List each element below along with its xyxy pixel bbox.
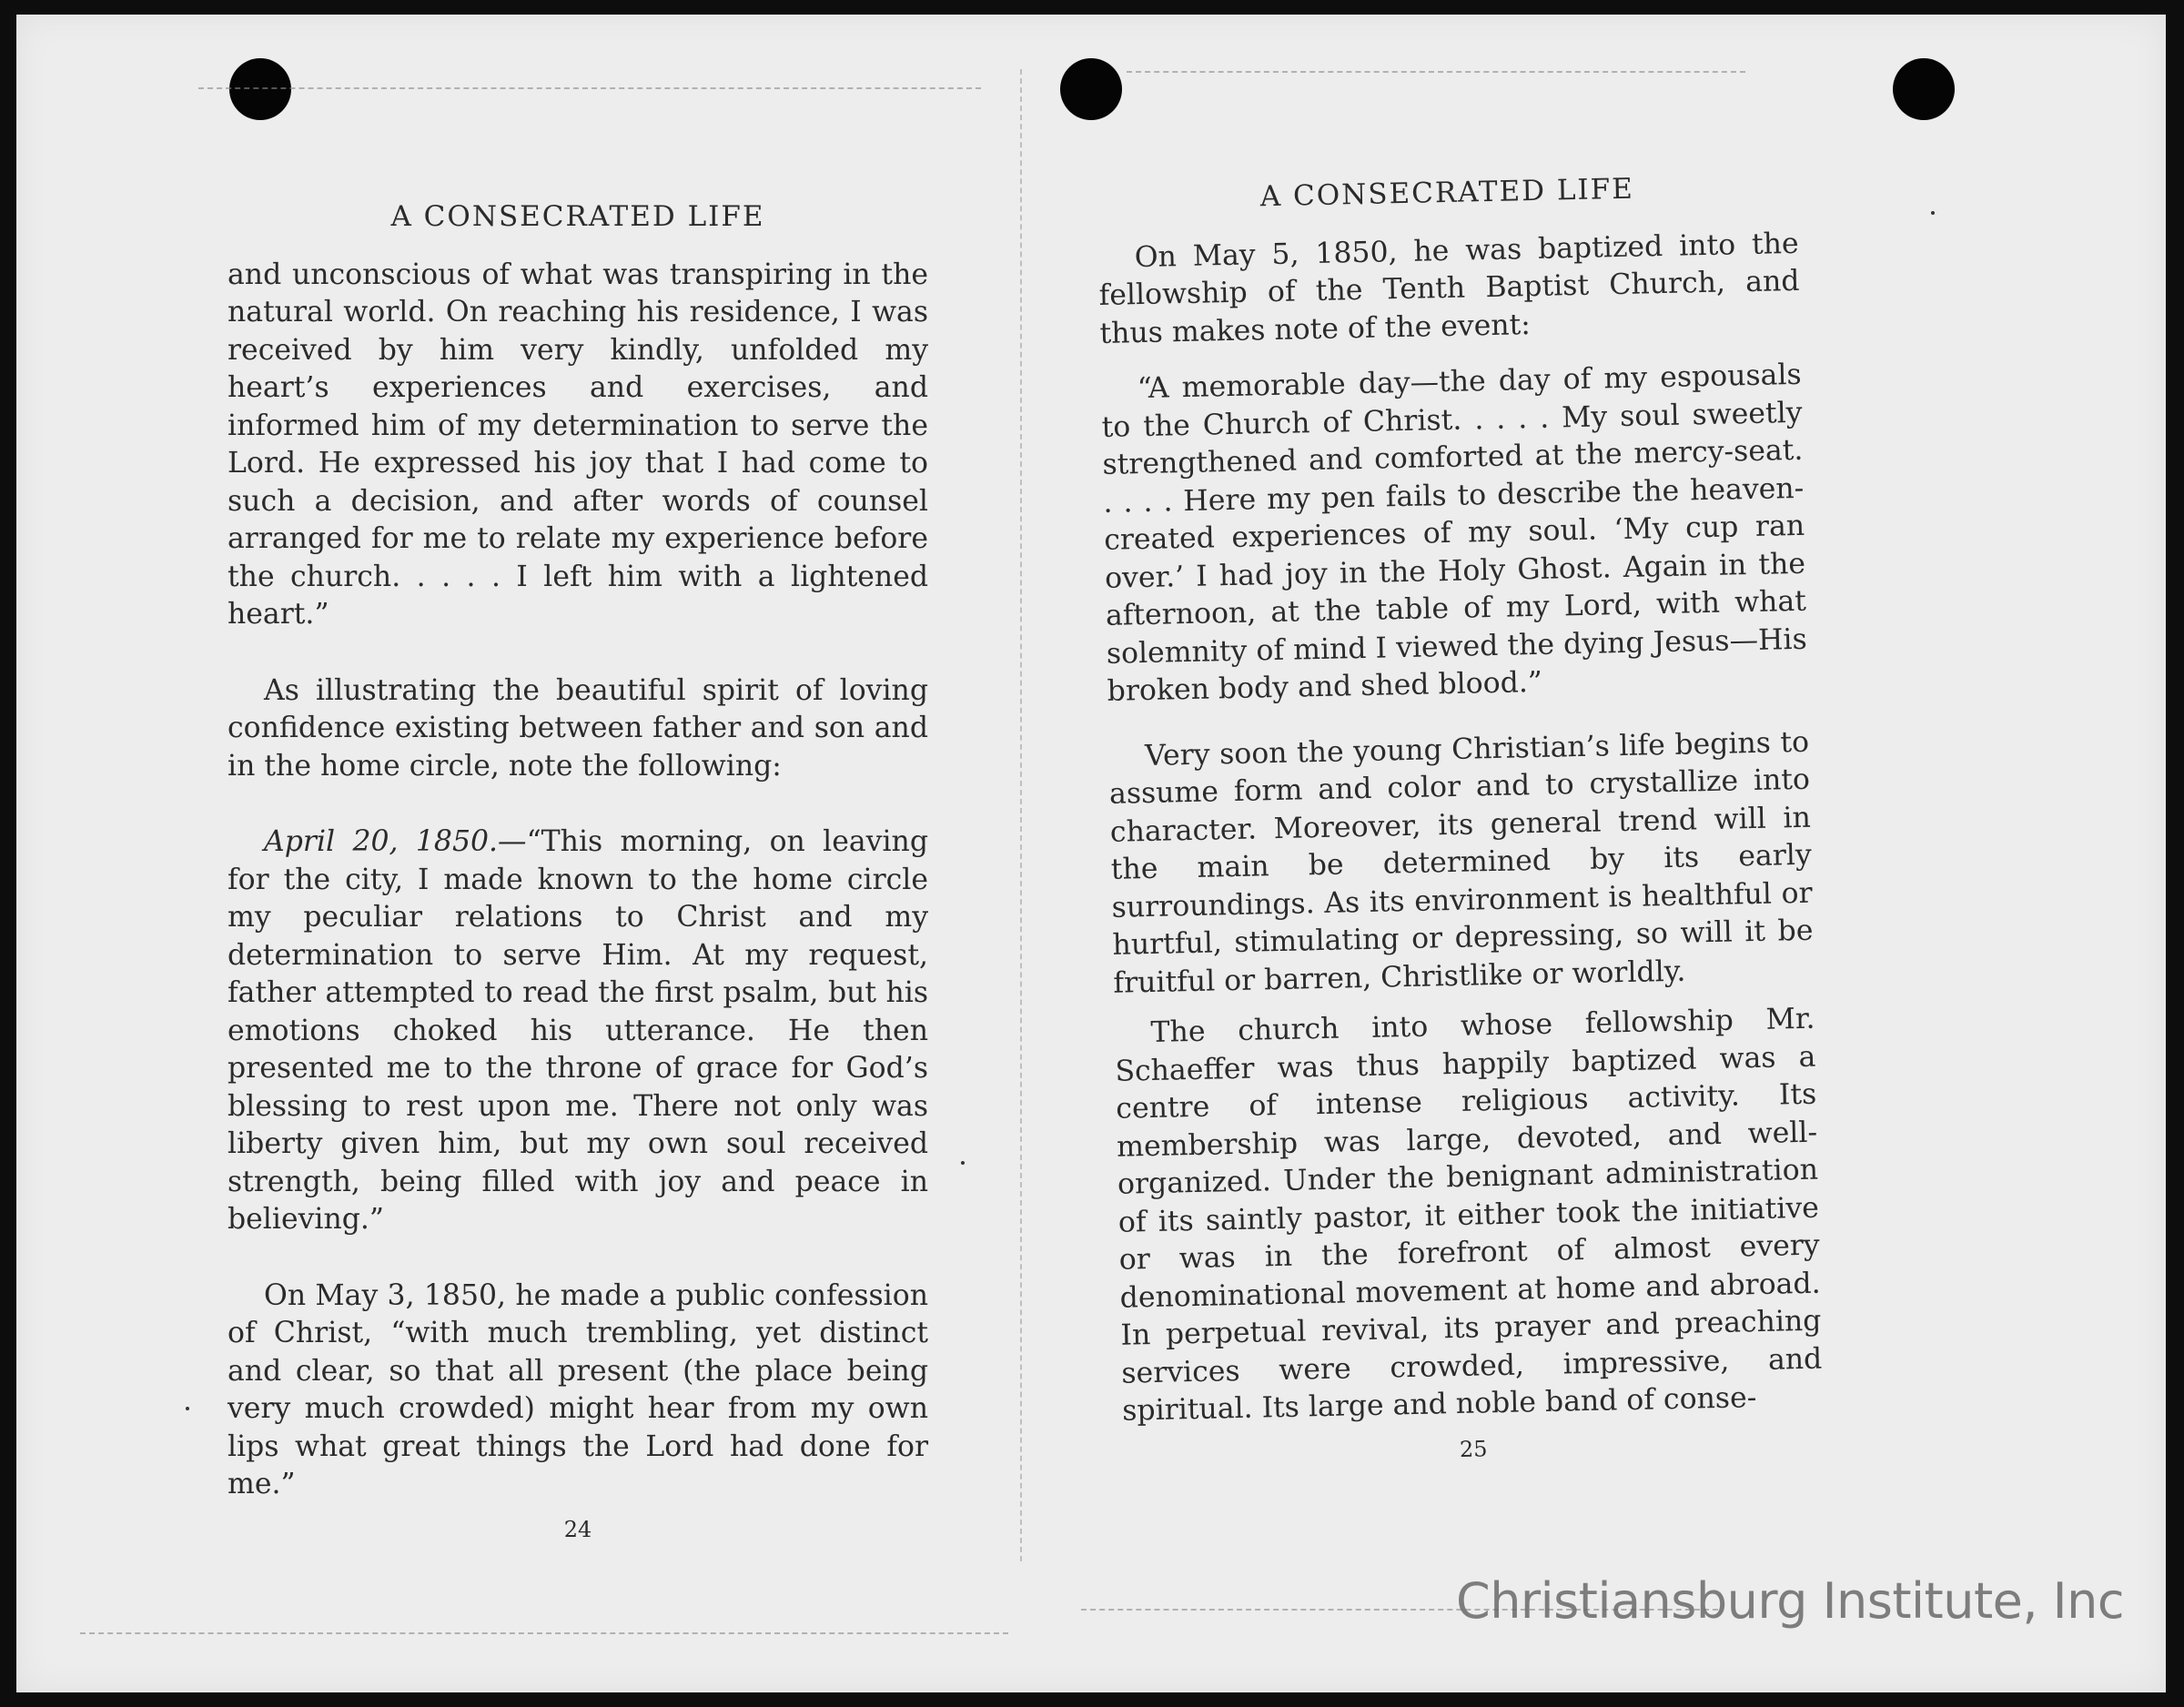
left-page — [228, 198, 928, 1549]
diary-entry — [228, 823, 928, 1239]
running-head: A CONSECRATED LIFE — [1259, 172, 1635, 214]
page-number: 25 — [1459, 1435, 1488, 1462]
paragraph: Very soon the young Christian’s life begins to assume form and color and to crystallize into character. Moreover, its general trend will in the main be determined by its early surroundings. As its environment is healthful or hurtful, stimulating or depressing, so will it be fruitful or barren, Christlike or worldly. — [1108, 725, 1814, 1000]
top-edge-line-left — [198, 87, 981, 89]
binder-hole-center — [1060, 58, 1122, 120]
entry-text: “This morning, on leaving for the city, I made known to the home circle my peculiar relations to Christ and my determination to serve Him. At my request, father attempted to read the first psalm, but his emotions choked his utterance. He then presented me to the throne of grace for God’s blessing to rest upon me. There not only was liberty given him, but my own soul received strength, being filled with joy and peace in believing.” — [228, 825, 928, 1236]
entry-date: April 20, 1850.— — [264, 825, 527, 858]
running-head: A CONSECRATED LIFE — [390, 200, 765, 233]
binder-hole-right — [1893, 58, 1955, 120]
paragraph: On May 3, 1850, he made a public confession of Christ, “with much trembling, yet distinct and clear, so that all present (the place being very much crowded) might hear from my own lips what great things the Lord had done for me.” — [228, 1278, 928, 1500]
right-page — [1097, 167, 1825, 1476]
watermark: Christiansburg Institute, Inc — [1456, 1572, 2125, 1630]
dust-speck — [961, 1161, 965, 1165]
dust-speck — [186, 1407, 189, 1410]
paragraph: On May 5, 1850, he was baptized into the fellowship of the Tenth Baptist Church, and thus makes note of the event: — [1098, 227, 1800, 350]
top-edge-line-right — [1127, 71, 1745, 73]
dust-speck — [1931, 211, 1935, 215]
page-number: 24 — [563, 1516, 592, 1542]
paragraph: As illustrating the beautiful spirit of loving confidence existing between father and son and in the home circle, note the following: — [228, 673, 928, 783]
paragraph: The church into whose fellowship Mr. Schaeffer was thus happily baptized was a centre of intense religious activity. Its membership was large, devoted, and well-organized. Under the benignant administration of its saintly pastor, it either took the initiative or was in the forefront of almost every denominational movement at home and abroad. In perpetual revival, its prayer and preaching services were crowded, impressive, and spiritual. Its large and noble band of conse- — [1115, 1002, 1823, 1428]
center-fold-line — [1020, 69, 1022, 1561]
quotation: “A memorable day—the day of my espousals to the Church of Christ. . . . . My soul sweetly strengthened and comforted at the mercy-seat. . . . . Here my pen fails to describe the heaven-created experiences of my soul. ‘My cup ran over.’ I had joy in the Holy Ghost. Again in the afternoon, at the table of my Lord, with what solemnity of mind I viewed the dying Jesus—His broken body and shed blood.” — [1101, 358, 1808, 708]
bottom-edge-line-left — [80, 1632, 1008, 1634]
paragraph: and unconscious of what was transpiring in the natural world. On reaching his residence, I was received by him very kindly, unfolded my heart’s experiences and exercises, and informed him of my determination to serve the Lord. He expressed his joy that I had come to such a decision, and after words of counsel arranged for me to relate my experience before the church. . . . . I left him with a lightened heart.” — [228, 258, 928, 631]
binder-hole-left — [229, 58, 291, 120]
